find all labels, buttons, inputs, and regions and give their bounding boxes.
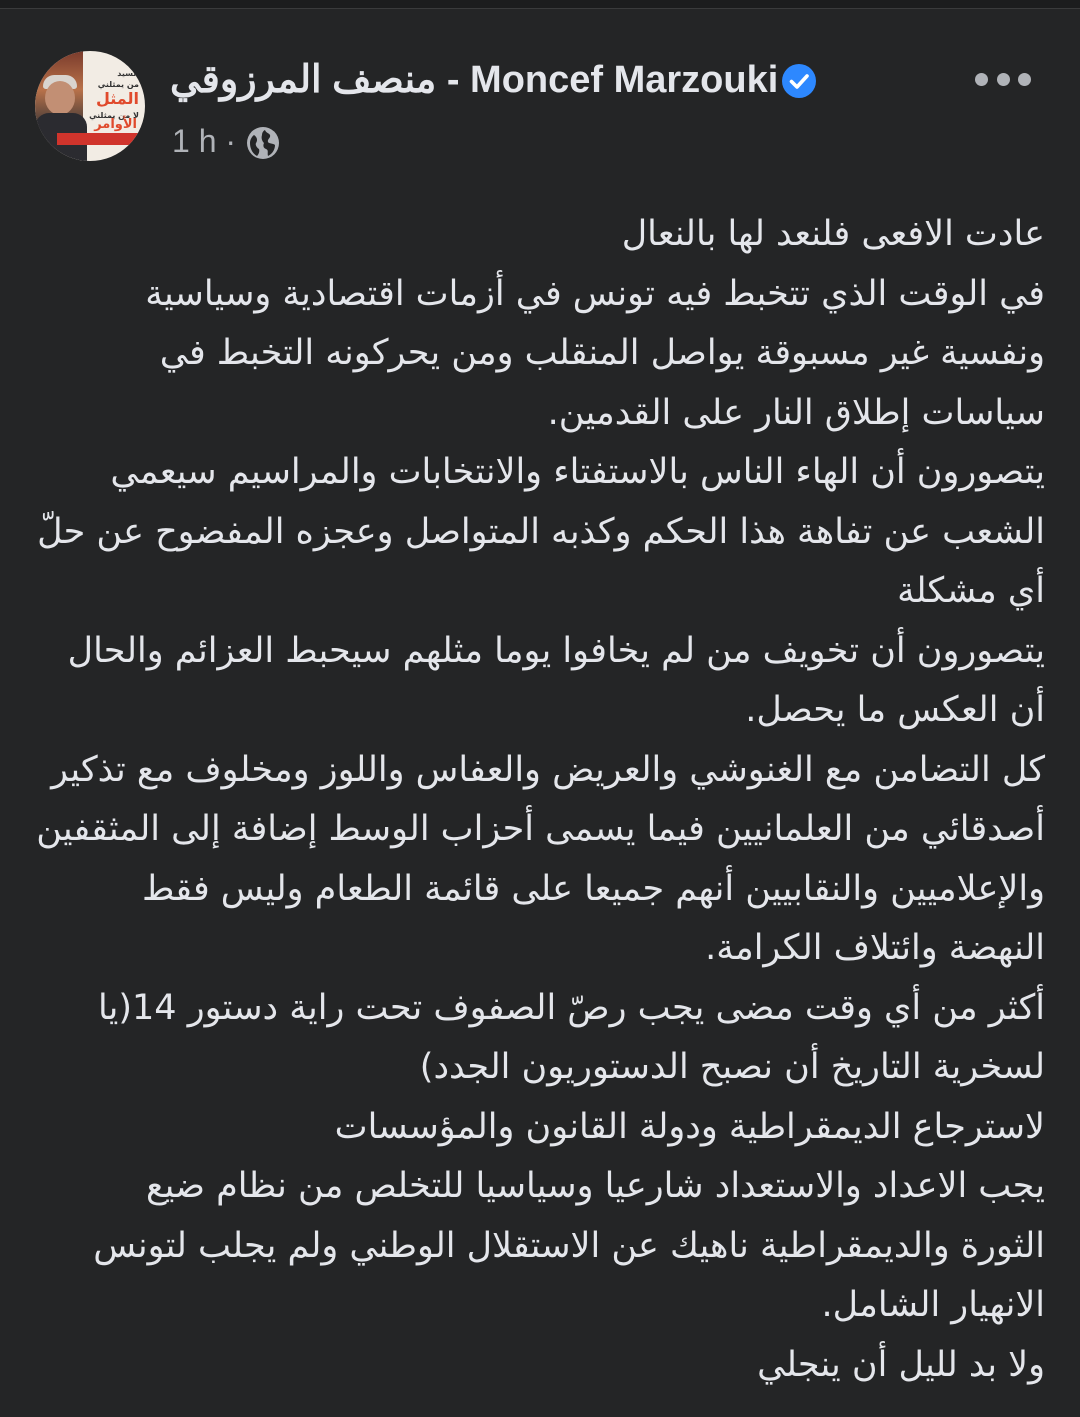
author-name[interactable]: منصف المرزوقي - Moncef Marzouki [170, 59, 779, 101]
post-text-line: النهضة وائتلاف الكرامة. [705, 928, 1045, 968]
globe-icon[interactable] [245, 125, 281, 161]
verified-badge-icon [781, 63, 817, 99]
top-divider [0, 0, 1080, 9]
post-text-line: كل التضامن مع الغنوشي والعريض والعفاس واللوز ومخلوف مع تذكير [51, 749, 1045, 790]
meta-separator: · [225, 123, 237, 159]
post-text-line: عادت الافعى فلنعد لها بالنعال [621, 214, 1045, 254]
avatar-text-5: الأوامر [94, 117, 137, 132]
post-text-line: لسخرية التاريخ أن نصبح الدستوريون الجدد) [419, 1047, 1045, 1087]
post-text-line: أن العكس ما يحصل. [745, 690, 1045, 730]
post-meta [172, 119, 236, 163]
post-text-line: والإعلاميين والنقابيين أنهم جميعا على قائمة الطعام وليس فقط [142, 868, 1045, 909]
post-text-line: في الوقت الذي تتخبط فيه تونس في أزمات اقتصادية وسياسية [145, 273, 1045, 314]
post-text-line: ولا بد لليل أن ينجلي [757, 1344, 1045, 1385]
more-options-button[interactable] [975, 61, 1031, 97]
avatar-text-3: المثل [95, 89, 139, 108]
post-text-line: الثورة والديمقراطية ناهيك عن الاستقلال الوطني ولم يجلب لتونس [93, 1225, 1045, 1266]
post-text-line: الشعب عن تفاهة هذا الحكم وكذبه المتواصل وعجزه المفضوح عن حلّ [37, 511, 1045, 552]
post-text-line: لاسترجاع الديمقراطية ودولة القانون والمؤسسات [334, 1106, 1045, 1147]
dot [997, 73, 1010, 86]
avatar-text-1: السيد [117, 69, 139, 78]
post-text-line: يتصورون أن الهاء الناس بالاستفتاء والانتخابات والمراسيم سيعمي [110, 452, 1045, 492]
post-text [35, 205, 1045, 1395]
avatar-text-4: لا من يمثلني [89, 111, 139, 120]
post-text-line: سياسات إطلاق النار على القدمين. [547, 392, 1045, 433]
post-text-line: أي مشكلة [897, 571, 1045, 611]
post-text-line: أكثر من أي وقت مضى يجب رصّ الصفوف تحت راية دستور 14(يا [97, 987, 1045, 1028]
dot [1018, 73, 1031, 86]
post-text-line: الانهيار الشامل. [821, 1285, 1045, 1325]
post-text-line: ونفسية غير مسبوقة يواصل المنقلب ومن يحركونه التخبط في [159, 333, 1045, 373]
post-text-line: يجب الاعداد والاستعداد شارعيا وسياسيا للتخلص من نظام ضيع [146, 1166, 1045, 1206]
post-card [0, 9, 1080, 1417]
post-text-line: أصدقائي من العلمانيين فيما يسمى أحزاب الوسط إضافة إلى المثقفين [36, 809, 1045, 849]
avatar[interactable] [35, 51, 145, 161]
post-time[interactable]: 1 h [172, 123, 217, 159]
dot [975, 73, 988, 86]
avatar-text-2: من يمثلني [97, 80, 139, 89]
post-text-line: يتصورون أن تخويف من لم يخافوا يوما مثلهم سيحبط العزائم والحال [67, 630, 1045, 671]
